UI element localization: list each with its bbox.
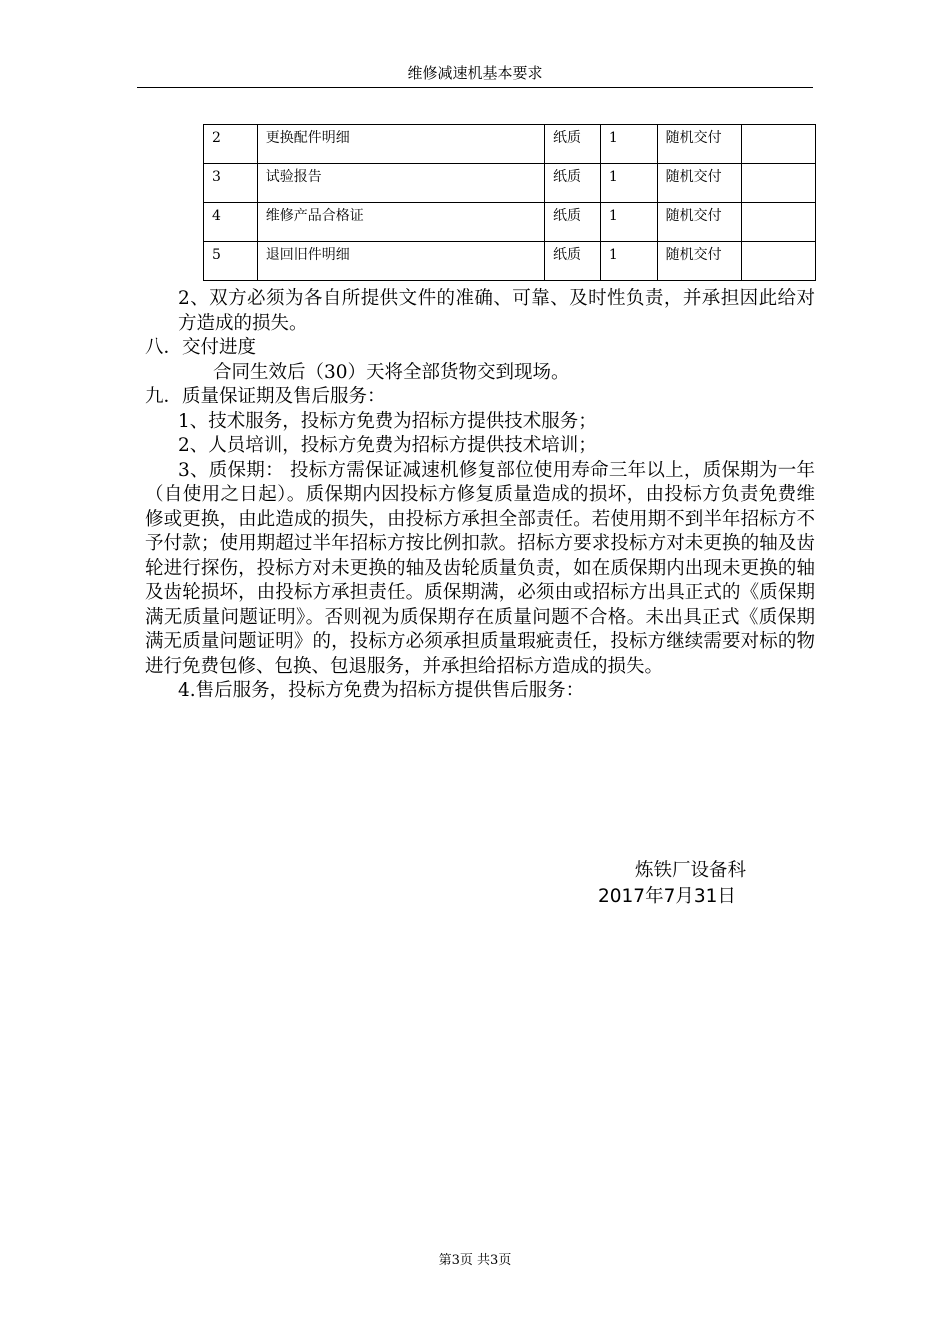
cell-remark [741, 164, 815, 203]
cell-quantity: 1 [600, 203, 657, 242]
cell-index: 2 [204, 125, 258, 164]
cell-medium: 纸质 [545, 203, 601, 242]
cell-remark [741, 125, 815, 164]
page-header-title: 维修减速机基本要求 [407, 64, 543, 82]
cell-remark [741, 242, 815, 281]
cell-document-name: 更换配件明细 [257, 125, 544, 164]
list-item-warranty-period: 3、质保期： 投标方需保证减速机修复部位使用寿命三年以上，质保期为一年（自使用之日起）。质保期内因投标方修复质量造成的损坏，由投标方负责免费维修或更换，由此造成的损失，由投标方承担全部责任。若使用期不到半年招标方不予付款；使用期超过半年招标方按比例扣款。招标方要求投标方对未更换的轴及齿轮进行探伤，投标方对未更换的轴及齿轮质量负责，如在质保期内出现未更换的轴及齿轮损坏，由投标方承担责任。质保期满，必须由或招标方出具正式的《质保期满无质量问题证明》。否则视为质保期存在质量问题不合格。未出具正式《质保期满无质量问题证明》的，投标方必须承担质量瑕疵责任，投标方继续需要对标的物进行免费包修、包换、包退服务，并承担给招标方造成的损失。 [145, 459, 815, 677]
cell-index: 5 [204, 242, 258, 281]
table-row [204, 203, 816, 242]
table-row [204, 242, 816, 281]
signature-organization: 炼铁厂设备科 [635, 860, 747, 881]
header-rule [137, 87, 813, 88]
list-item-training: 2、人员培训，投标方免费为招标方提供技术培训； [178, 435, 597, 456]
cell-medium: 纸质 [545, 125, 601, 164]
cell-index: 3 [204, 164, 258, 203]
cell-medium: 纸质 [545, 242, 601, 281]
cell-medium: 纸质 [545, 164, 601, 203]
cell-delivery: 随机交付 [657, 164, 741, 203]
cell-delivery: 随机交付 [657, 242, 741, 281]
list-item-technical-service: 1、技术服务，投标方免费为招标方提供技术服务； [178, 410, 597, 432]
page-number: 第3页 共3页 [438, 1253, 512, 1268]
section-heading-delivery-schedule: 八．交付进度 [145, 337, 257, 358]
cell-index: 4 [204, 203, 258, 242]
table-row [204, 164, 816, 203]
section-heading-warranty: 九．质量保证期及售后服务： [145, 386, 386, 407]
cell-remark [741, 203, 815, 242]
paragraph-delivery-schedule: 合同生效后（30）天将全部货物交到现场。 [213, 361, 570, 383]
signature-date: 2017年7月31日 [598, 886, 736, 907]
table-row [204, 125, 816, 164]
list-item-after-sales: 4.售后服务，投标方免费为招标方提供售后服务： [178, 680, 585, 701]
document-body [145, 287, 815, 704]
cell-document-name: 退回旧件明细 [257, 242, 544, 281]
paragraph-responsibility: 2、双方必须为各自所提供文件的准确、可靠、及时性负责，并承担因此给对方造成的损失。 [178, 288, 815, 334]
cell-delivery: 随机交付 [657, 203, 741, 242]
cell-document-name: 试验报告 [257, 164, 544, 203]
cell-document-name: 维修产品合格证 [257, 203, 544, 242]
cell-quantity: 1 [600, 242, 657, 281]
cell-quantity: 1 [600, 164, 657, 203]
cell-quantity: 1 [600, 125, 657, 164]
delivery-documents-table [203, 124, 816, 281]
cell-delivery: 随机交付 [657, 125, 741, 164]
